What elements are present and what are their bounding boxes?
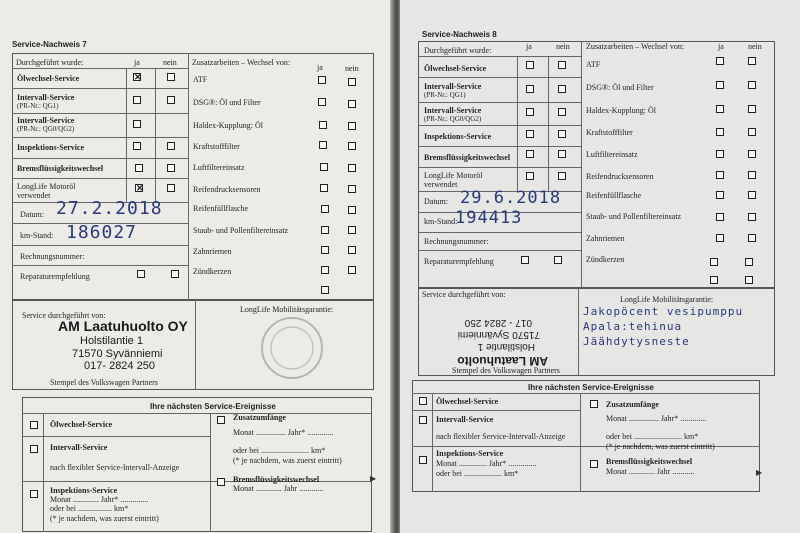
checkbox-extra-dsg-nein-right[interactable] — [748, 81, 756, 89]
checkbox-longlife-nein-right[interactable] — [558, 172, 566, 180]
checkbox-reparatur-ja-right[interactable] — [521, 256, 529, 264]
checkbox-intervall-qg1-ja-right[interactable] — [526, 85, 534, 93]
checkbox-reparatur-nein[interactable] — [171, 270, 179, 278]
checkbox-inspektion-ja-right[interactable] — [526, 130, 534, 138]
stamp-company: AM Laatuhuolto OY — [58, 318, 188, 334]
mobility-note-line3: Jäähdytysneste — [583, 335, 690, 348]
col-no-header-right: nein — [556, 42, 570, 51]
checkbox-extra-haldex-nein-right[interactable] — [748, 105, 756, 113]
checkbox-oelwechsel-nein-right[interactable] — [558, 61, 566, 69]
col-no-header-right-2: nein — [748, 42, 762, 51]
checkbox-extra-pollen-nein-right[interactable] — [748, 213, 756, 221]
checkbox-reparatur-nein-right[interactable] — [554, 256, 562, 264]
checkbox-longlife-ja[interactable]: ✕ — [136, 183, 144, 193]
checkbox-extra-haldex-nein[interactable] — [348, 122, 356, 130]
checkbox-extra-zuendkerzen-nein-right[interactable] — [745, 258, 753, 266]
stamp-company-right: AM Laatuhuolto — [457, 354, 548, 368]
faded-round-seal — [256, 315, 328, 381]
next-oel-label-right: Ölwechsel-Service — [436, 397, 499, 406]
checkbox-extra-kraftstoff-nein[interactable] — [348, 142, 356, 150]
next-inspektion-label: Inspektions-Service — [50, 486, 118, 495]
datum-value-right[interactable]: 29.6.2018 — [460, 188, 562, 208]
service-bremsfluessigkeit: Bremsflüssigkeitswechsel — [17, 164, 104, 173]
stamp-street-right: Holstilantie 1 — [477, 341, 535, 352]
checkbox-extra-haldex-ja[interactable] — [319, 121, 327, 129]
reparatur-label: Reparaturempfehlung — [20, 272, 90, 281]
next-zusatz-note: (* je nachdem, was zuerst eintritt) — [233, 456, 342, 465]
extra-luftfilter: Luftfiltereinsatz — [193, 163, 245, 172]
checkbox-extra-zahnriemen-ja[interactable] — [321, 246, 329, 254]
durchgefuehrt-von-label: Service durchgeführt von: — [22, 311, 106, 320]
checkbox-extra-blank-nein-right[interactable] — [745, 276, 753, 284]
next-zusatz-oder: oder bei ........................ km* — [233, 446, 326, 455]
service-longlife-sub-right: verwendet — [424, 180, 458, 189]
next-oel-label: Ölwechsel-Service — [50, 420, 113, 429]
page-arrow-icon: ▶ — [370, 474, 377, 483]
next-inspektion-label-right: Inspektions-Service — [436, 449, 504, 458]
service-longlife: LongLife Motoröl — [17, 182, 76, 191]
datum-label: Datum: — [20, 210, 44, 219]
mobility-note-line2: Apala:tehinua — [583, 320, 683, 333]
next-oder-right: oder bei ................... km* — [436, 469, 519, 478]
checkbox-inspektion-ja[interactable] — [133, 142, 141, 150]
checkbox-extra-kraftstoff-nein-right[interactable] — [748, 128, 756, 136]
checkbox-next-intervall[interactable] — [30, 445, 38, 453]
checkbox-extra-kraftstoff-ja[interactable] — [319, 141, 327, 149]
service-intervall-qg1: Intervall-Service — [17, 93, 75, 102]
next-oder: oder bei ................. km* — [50, 504, 129, 513]
service-intervall-qg1-sub: (PR-Nr.: QG1) — [17, 102, 59, 110]
stamp-phone: 017- 2824 250 — [84, 360, 155, 372]
checkbox-inspektion-nein[interactable] — [167, 142, 175, 150]
reparatur-label-right: Reparaturempfehlung — [424, 257, 494, 266]
col-yes-header-right: ja — [526, 42, 532, 51]
mobility-label-right: LongLife Mobilitätsgarantie: — [620, 295, 714, 304]
col-no-header: nein — [163, 58, 177, 67]
checkbox-extra-reifendruck-ja[interactable] — [320, 184, 328, 192]
checkbox-extra-luftfilter-nein-right[interactable] — [748, 150, 756, 158]
checkbox-oelwechsel-ja-right[interactable] — [526, 61, 534, 69]
next-brems-label-right: Bremsflüssigkeitswechsel — [606, 457, 693, 466]
checkbox-intervall-qg1-nein[interactable] — [167, 96, 175, 104]
service-bremsfluessigkeit-right: Bremsflüssigkeitswechsel — [424, 153, 511, 162]
col-extra-header: Zusatzarbeiten – Wechsel von: — [192, 58, 291, 67]
checkbox-intervall-qg0-ja-right[interactable] — [526, 108, 534, 116]
col-done-header: Durchgeführt wurde: — [16, 58, 84, 67]
page-arrow-icon-right: ▶ — [756, 468, 763, 477]
service-intervall-qg0-sub: (PR-Nr.: QG0/QG2) — [17, 125, 75, 133]
next-zusatz-oder-right: oder bei ........................ km* — [606, 432, 699, 441]
extra-dsg: DSG®: Öl und Filter — [193, 98, 261, 107]
extra-reifendruck-right: Reifendrucksensoren — [586, 172, 654, 181]
checkbox-extra-zuendkerzen-ja-right[interactable] — [710, 258, 718, 266]
extra-atf-right: ATF — [586, 60, 601, 69]
checkbox-extra-reifenfuell-ja-right[interactable] — [716, 191, 724, 199]
checkbox-extra-zuendkerzen-ja[interactable] — [321, 266, 329, 274]
checkbox-longlife-nein[interactable] — [167, 184, 175, 192]
next-zusatz-label-right: Zusatzumfänge — [606, 400, 659, 409]
checkbox-intervall-qg1-ja[interactable] — [133, 96, 141, 104]
right-page — [400, 0, 800, 533]
extra-kraftstofffilter-right: Kraftstofffilter — [586, 128, 633, 137]
next-brems-monat-right: Monat ............. Jahr ........... — [606, 467, 695, 476]
checkbox-next-oel-right[interactable] — [419, 397, 427, 405]
checkbox-next-inspektion-right[interactable] — [419, 456, 427, 464]
extra-reifenfuell: Reifenfüllflasche — [193, 204, 249, 213]
checkbox-inspektion-nein-right[interactable] — [558, 130, 566, 138]
next-zusatz-monat-right: Monat ............... Jahr* ............. — [606, 414, 707, 423]
stempel-label: Stempel des Volkswagen Partners — [50, 378, 158, 387]
checkbox-bremsfluessigkeit-nein[interactable] — [167, 164, 175, 172]
checkbox-next-oel[interactable] — [30, 421, 38, 429]
service-intervall-qg0: Intervall-Service — [17, 116, 75, 125]
next-intervall-label: Intervall-Service — [50, 443, 108, 452]
service-longlife-sub: verwendet — [17, 191, 51, 200]
checkbox-intervall-qg0-nein-right[interactable] — [558, 108, 566, 116]
checkbox-extra-pollen-nein[interactable] — [348, 226, 356, 234]
checkbox-extra-pollen-ja[interactable] — [321, 226, 329, 234]
checkbox-extra-atf-ja[interactable] — [318, 76, 326, 84]
extra-kraftstofffilter: Kraftstofffilter — [193, 142, 240, 151]
next-flex-label: nach flexibler Service-Intervall-Anzeige — [50, 463, 180, 472]
col-done-header-right: Durchgeführt wurde: — [424, 46, 492, 55]
checkbox-extra-luftfilter-nein[interactable] — [348, 164, 356, 172]
checkbox-extra-reifendruck-ja-right[interactable] — [716, 171, 724, 179]
checkbox-bremsfluessigkeit-ja[interactable] — [135, 164, 143, 172]
extra-dsg-right: DSG®: Öl und Filter — [586, 83, 654, 92]
col-yes-header-right-2: ja — [718, 42, 724, 51]
next-zusatz-note-right: (* je nachdem, was zuerst eintritt) — [606, 442, 715, 451]
checkbox-extra-reifenfuell-nein[interactable] — [348, 206, 356, 214]
checkbox-extra-atf-nein[interactable] — [348, 78, 356, 86]
stamp-upside-down — [430, 300, 570, 370]
rechnung-label: Rechnungsnummer: — [20, 252, 85, 261]
checkbox-bremsfluessigkeit-nein-right[interactable] — [558, 150, 566, 158]
checkbox-extra-blank-ja-right[interactable] — [710, 276, 718, 284]
extra-zuendkerzen-right: Zündkerzen — [586, 255, 625, 264]
extra-atf: ATF — [193, 75, 208, 84]
durchgefuehrt-von-label-right: Service durchgeführt von: — [422, 290, 506, 299]
stempel-label-right: Stempel des Volkswagen Partners — [452, 366, 560, 375]
extra-zahnriemen: Zahnriemen — [193, 247, 232, 256]
mobility-note-line1: Jakopöcent vesipumppu — [583, 305, 744, 318]
col-yes-header-2: ja — [317, 63, 323, 72]
checkbox-oelwechsel-nein[interactable] — [167, 73, 175, 81]
next-note: (* je nachdem, was zuerst eintritt) — [50, 514, 159, 523]
checkbox-extra-reifendruck-nein-right[interactable] — [748, 171, 756, 179]
page-title: Service-Nachweis 7 — [12, 40, 87, 49]
next-intervall-label-right: Intervall-Service — [436, 415, 494, 424]
rechnung-label-right: Rechnungsnummer: — [424, 237, 489, 246]
service-intervall-qg1-right: Intervall-Service — [424, 82, 482, 91]
checkbox-longlife-ja-right[interactable] — [526, 172, 534, 180]
col-yes-header: ja — [134, 58, 140, 67]
extra-reifendruck: Reifendrucksensoren — [193, 185, 261, 194]
km-value[interactable]: 186027 — [66, 222, 138, 243]
datum-value[interactable]: 27.2.2018 — [56, 198, 163, 219]
extra-pollenfilter-right: Staub- und Pollenfiltereinsatz — [586, 212, 682, 221]
checkbox-extra-reifendruck-nein[interactable] — [348, 185, 356, 193]
service-intervall-qg0-sub-right: (PR-Nr.: QG0/QG2) — [424, 115, 482, 123]
checkbox-extra-blank-ja[interactable] — [321, 286, 329, 294]
checkbox-extra-pollen-ja-right[interactable] — [716, 213, 724, 221]
next-zusatz-label: Zusatzumfänge — [233, 413, 286, 422]
service-oelwechsel: Ölwechsel-Service — [17, 74, 80, 83]
mobility-label: LongLife Mobilitätsgarantie: — [240, 305, 334, 314]
stamp-street: Holstilantie 1 — [80, 335, 143, 347]
next-events-title-right: Ihre nächsten Service-Ereignisse — [528, 383, 654, 392]
km-value-right[interactable]: 194413 — [455, 208, 523, 228]
extra-zahnriemen-right: Zahnriemen — [586, 234, 625, 243]
service-table-frame — [12, 53, 374, 300]
service-intervall-qg0-right: Intervall-Service — [424, 106, 482, 115]
next-events-title: Ihre nächsten Service-Ereignisse — [150, 402, 276, 411]
left-page — [0, 0, 392, 533]
km-label: km-Stand: — [20, 231, 54, 240]
service-inspektion-right: Inspektions-Service — [424, 132, 492, 141]
checkbox-extra-haldex-ja-right[interactable] — [716, 105, 724, 113]
checkbox-extra-dsg-ja[interactable] — [318, 98, 326, 106]
checkbox-reparatur-ja[interactable] — [137, 270, 145, 278]
next-brems-monat: Monat ............. Jahr ............ — [233, 484, 324, 493]
stamp-phone-right: 017 - 2824 250 — [464, 317, 532, 328]
service-inspektion: Inspektions-Service — [17, 143, 85, 152]
checkbox-bremsfluessigkeit-ja-right[interactable] — [526, 150, 534, 158]
col-no-header-2: nein — [345, 64, 359, 73]
next-brems-label: Bremsflüssigkeitswechsel — [233, 475, 320, 484]
checkbox-extra-dsg-nein[interactable] — [348, 100, 356, 108]
km-label-right: km-Stand: — [424, 217, 458, 226]
datum-label-right: Datum: — [424, 197, 448, 206]
checkbox-extra-reifenfuell-nein-right[interactable] — [748, 191, 756, 199]
checkbox-extra-luftfilter-ja[interactable] — [320, 163, 328, 171]
next-zusatz-monat: Monat ............... Jahr* ............. — [233, 428, 334, 437]
next-monat-right: Monat .............. Jahr* .............. — [436, 459, 537, 468]
checkbox-extra-atf-ja-right[interactable] — [716, 57, 724, 65]
checkbox-next-intervall-right[interactable] — [419, 416, 427, 424]
extra-reifenfuell-right: Reifenfüllflasche — [586, 191, 642, 200]
next-flex-label-right: nach flexibler Service-Intervall-Anzeige — [436, 432, 566, 441]
checkbox-next-inspektion[interactable] — [30, 490, 38, 498]
checkbox-intervall-qg0-ja[interactable] — [133, 120, 141, 128]
extra-pollenfilter: Staub- und Pollenfiltereinsatz — [193, 226, 289, 235]
extra-haldex-right: Haldex-Kupplung: Öl — [586, 106, 656, 115]
stamp-city-right: 71570 Syvänniemi — [457, 329, 540, 340]
page-title-right: Service-Nachweis 8 — [422, 30, 497, 39]
service-oelwechsel-right: Ölwechsel-Service — [424, 64, 487, 73]
service-intervall-qg1-sub-right: (PR-Nr.: QG1) — [424, 91, 466, 99]
extra-luftfilter-right: Luftfiltereinsatz — [586, 150, 638, 159]
checkbox-oelwechsel-ja[interactable]: ✕ — [134, 72, 142, 82]
checkbox-extra-dsg-ja-right[interactable] — [716, 81, 724, 89]
checkbox-extra-luftfilter-ja-right[interactable] — [716, 150, 724, 158]
checkbox-extra-reifenfuell-ja[interactable] — [321, 205, 329, 213]
checkbox-next-zusatz-right[interactable] — [590, 400, 598, 408]
checkbox-extra-zuendkerzen-nein[interactable] — [348, 266, 356, 274]
checkbox-next-zusatz[interactable] — [217, 416, 225, 424]
stamp-city: 71570 Syvänniemi — [72, 348, 163, 360]
extra-haldex: Haldex-Kupplung: Öl — [193, 121, 263, 130]
col-extra-header-right: Zusatzarbeiten – Wechsel von: — [586, 42, 685, 51]
next-monat: Monat ............. Jahr* .............. — [50, 495, 149, 504]
checkbox-extra-zahnriemen-nein[interactable] — [348, 246, 356, 254]
checkbox-extra-zahnriemen-nein-right[interactable] — [748, 234, 756, 242]
checkbox-extra-atf-nein-right[interactable] — [748, 57, 756, 65]
checkbox-extra-zahnriemen-ja-right[interactable] — [716, 234, 724, 242]
checkbox-extra-kraftstoff-ja-right[interactable] — [716, 128, 724, 136]
extra-zuendkerzen: Zündkerzen — [193, 267, 232, 276]
checkbox-next-brems-right[interactable] — [590, 460, 598, 468]
service-longlife-right: LongLife Motoröl — [424, 171, 483, 180]
checkbox-intervall-qg1-nein-right[interactable] — [558, 85, 566, 93]
checkbox-next-brems[interactable] — [217, 478, 225, 486]
